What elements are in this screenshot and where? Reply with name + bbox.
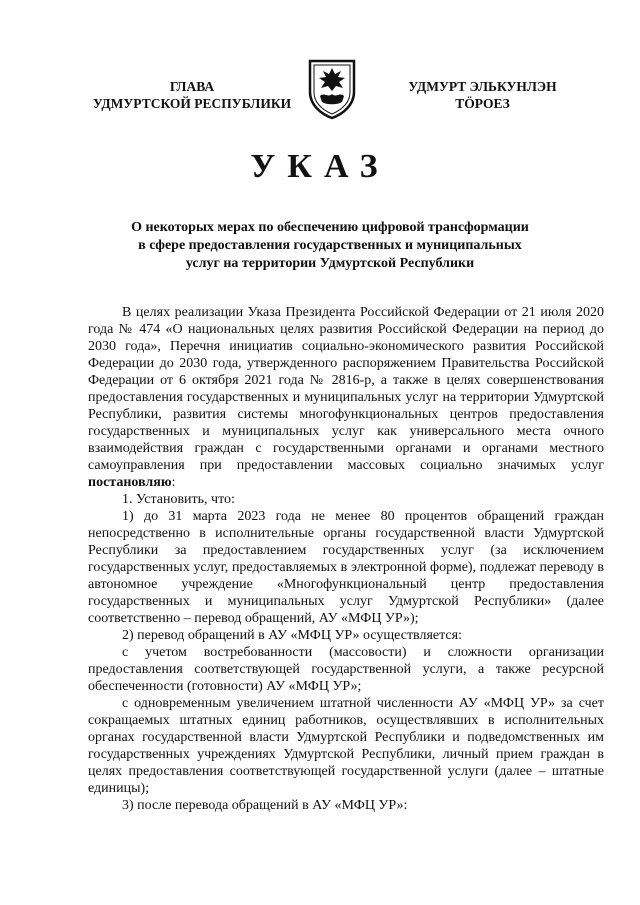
coat-of-arms-icon [306,58,358,120]
document-body [88,304,604,814]
preamble-text: В целях реализации Указа Президента Российской Федерации от 21 июля 2020 года № 474 «О национальных целях развития Российской Федерации на период до 2030 года», Перечня инициатив социально-экономического развития Российской Федерации до 2030 года, утвержденного распоряжением Правительства Российской Федерации от 6 октября 2021 года № 2816-р, а также в целях совершенствования предоставления государственных и муниципальных услуг на территории Удмуртской Республики, развития системы многофункциональных центров предоставления государственных и муниципальных услуг как универсального места очного взаимодействия граждан с государственными органами и органами местного самоуправления при предоставлении массовых социально значимых услуг [88,305,604,473]
body-paragraph: 2) перевод обращений в АУ «МФЦ УР» осуществляется: [122,628,462,643]
document-subject [110,219,550,273]
issuer-left-line: ГЛАВА [169,79,215,94]
issuer-right-line: УДМУРТ ЭЛЬКУНЛЭН [408,79,557,94]
decree-colon: : [171,475,176,490]
issuer-left-line: УДМУРТСКОЙ РЕСПУБЛИКИ [92,96,292,111]
issuer-left-heading [82,78,302,112]
body-paragraph: 1. Установить, что: [122,492,235,507]
body-paragraph: 3) после перевода обращений в АУ «МФЦ УР»: [122,798,408,813]
body-paragraph: 1) до 31 марта 2023 года не менее 80 процентов обращений граждан непосредственно в исполнительные органы государственной власти Удмуртской Республики за предоставлением государственных услуг (за исключением государственных услуг, предоставляемых в электронной форме), подлежат переводу в автономное учреждение «Многофункциональный центр предоставления государственных и муниципальных услуг Удмуртской Республики» (далее соответственно – перевод обращений, АУ «МФЦ УР»); [88,509,604,626]
body-paragraph: с одновременным увеличением штатной численности АУ «МФЦ УР» за счет сокращаемых штатных единиц работников, осуществлявших в исполнительных органах государственной власти Удмуртской Республики и подведомственных им государственных учреждениях Удмуртской Республики, личный прием граждан в целях предоставления соответствующей государственной услуги (далее – штатные единицы); [88,696,604,796]
document-title: УКАЗ [250,148,390,185]
preamble-paragraph [88,304,604,491]
decree-word: постановляю [88,475,172,490]
issuer-right-line: ТӦРОЕЗ [455,96,510,111]
body-paragraph: с учетом востребованности (массовости) и сложности организации предоставления соответствующей государственной услуги, а также ресурсной обеспеченности (готовности) АУ «МФЦ УР»; [88,645,604,694]
subject-line: О некоторых мерах по обеспечению цифровой трансформации [131,220,529,235]
issuer-right-heading [380,78,585,112]
subject-line: в сфере предоставления государственных и муниципальных [138,238,522,253]
subject-line: услуг на территории Удмуртской Республики [185,256,475,271]
